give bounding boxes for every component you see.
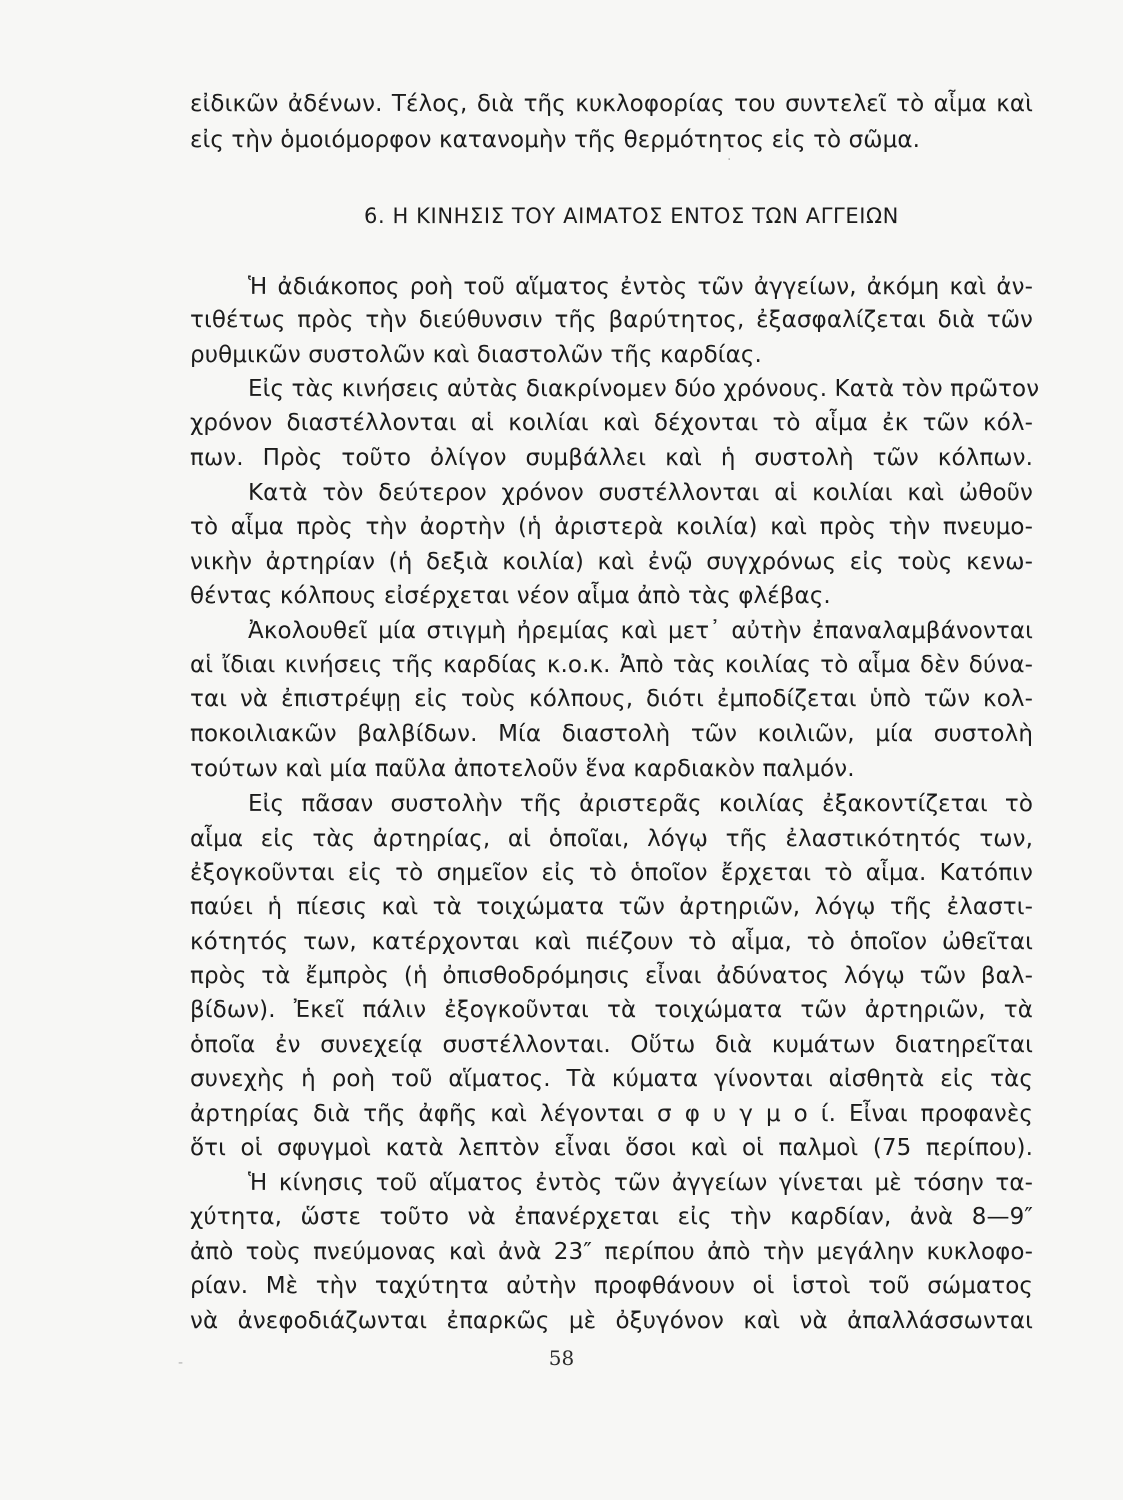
text-line: παύει ἡ πίεσις καὶ τὰ τοιχώματα τῶν ἀρτηριῶν, λόγῳ τῆς ἐλαστι-: [190, 894, 1033, 920]
text-line: βίδων). Ἐκεῖ πάλιν ἐξογκοῦνται τὰ τοιχώματα τῶν ἀρτηριῶν, τὰ: [190, 997, 1033, 1023]
text-line: ποκοιλιακῶν βαλβίδων. Μία διαστολὴ τῶν κοιλιῶν, μία συστολὴ: [190, 721, 1033, 747]
text-line: Ἡ ἀδιάκοπος ροὴ τοῦ αἵματος ἐντὸς τῶν ἀγγείων, ἀκόμη καὶ ἀν-: [248, 274, 1033, 300]
text-line: Εἰς πᾶσαν συστολὴν τῆς ἀριστερᾶς κοιλίας ἐξακοντίζεται τὸ: [248, 791, 1033, 817]
text-line: εἰδικῶν ἀδένων. Τέλος, διὰ τῆς κυκλοφορίας του συντελεῖ τὸ αἷμα καὶ: [190, 91, 1033, 117]
ink-speck: -: [178, 1355, 184, 1371]
text-line: ἐξογκοῦνται εἰς τὸ σημεῖον εἰς τὸ ὁποῖον ἔρχεται τὸ αἷμα. Κατόπιν: [190, 860, 1033, 886]
text-line: ὅτι οἱ σφυγμοὶ κατὰ λεπτὸν εἶναι ὅσοι καὶ οἱ παλμοὶ (75 περίπου).: [190, 1135, 1033, 1161]
text-line: ὁποῖα ἐν συνεχείᾳ συστέλλονται. Οὕτω διὰ κυμάτων διατηρεῖται: [190, 1032, 1033, 1058]
text-line: θέντας κόλπους εἰσέρχεται νέον αἷμα ἀπὸ τὰς φλέβας.: [190, 583, 831, 609]
section-heading: 6. Η ΚΙΝΗΣΙΣ ΤΟΥ ΑΙΜΑΤΟΣ ΕΝΤΟΣ ΤΩΝ ΑΓΓΕΙΩΝ: [364, 204, 899, 228]
text-line: νικὴν ἀρτηρίαν (ἡ δεξιὰ κοιλία) καὶ ἐνῷ συγχρόνως εἰς τοὺς κενω-: [190, 549, 1033, 575]
text-line: νὰ ἀνεφοδιάζωνται ἐπαρκῶς μὲ ὀξυγόνον καὶ νὰ ἀπαλλάσσωνται: [190, 1308, 1033, 1334]
text-line: ἀπὸ τοὺς πνεύμονας καὶ ἀνὰ 23″ περίπου ἀπὸ τὴν μεγάλην κυκλοφο-: [190, 1239, 1033, 1265]
text-line: συνεχὴς ἡ ροὴ τοῦ αἵματος. Τὰ κύματα γίνονται αἰσθητὰ εἰς τὰς: [190, 1066, 1033, 1092]
text-line: Κατὰ τὸν δεύτερον χρόνον συστέλλονται αἱ κοιλίαι καὶ ὠθοῦν: [248, 480, 1033, 506]
text-line: ρυθμικῶν συστολῶν καὶ διαστολῶν τῆς καρδίας.: [190, 342, 762, 368]
text-line: αἱ ἴδιαι κινήσεις τῆς καρδίας κ.ο.κ. Ἀπὸ τὰς κοιλίας τὸ αἷμα δὲν δύνα-: [190, 652, 1033, 678]
text-line: πρὸς τὰ ἔμπρὸς (ἡ ὀπισθοδρόμησις εἶναι ἀδύνατος λόγῳ τῶν βαλ-: [190, 963, 1033, 989]
text-line: ρίαν. Μὲ τὴν ταχύτητα αὐτὴν προφθάνουν οἱ ἱστοὶ τοῦ σώματος: [190, 1273, 1033, 1299]
text-line: χρόνον διαστέλλονται αἱ κοιλίαι καὶ δέχονται τὸ αἷμα ἐκ τῶν κόλ-: [190, 410, 1033, 436]
ink-speck: ·: [727, 152, 732, 168]
text-line: Ἀκολουθεῖ μία στιγμὴ ἠρεμίας καὶ μετ᾽ αὐτὴν ἐπαναλαμβάνονται: [248, 618, 1033, 644]
text-line: εἰς τὴν ὁμοιόμορφον κατανομὴν τῆς θερμότητος εἰς τὸ σῶμα.: [190, 127, 921, 153]
text-line: Ἡ κίνησις τοῦ αἵματος ἐντὸς τῶν ἀγγείων γίνεται μὲ τόσην τα-: [248, 1170, 1033, 1196]
text-line: αἷμα εἰς τὰς ἀρτηρίας, αἱ ὁποῖαι, λόγῳ τῆς ἐλαστικότητός των,: [190, 826, 1033, 852]
text-line: πων. Πρὸς τοῦτο ὀλίγον συμβάλλει καὶ ἡ συστολὴ τῶν κόλπων.: [190, 445, 1033, 471]
text-line: Εἰς τὰς κινήσεις αὐτὰς διακρίνομεν δύο χρόνους. Κατὰ τὸν πρῶτον: [248, 376, 1040, 402]
text-line: τούτων καὶ μία παῦλα ἀποτελοῦν ἕνα καρδιακὸν παλμόν.: [190, 756, 855, 782]
text-line: τιθέτως πρὸς τὴν διεύθυνσιν τῆς βαρύτητος, ἐξασφαλίζεται διὰ τῶν: [190, 307, 1033, 333]
text-line: κότητός των, κατέρχονται καὶ πιέζουν τὸ αἷμα, τὸ ὁποῖον ὠθεῖται: [190, 929, 1033, 955]
text-line: χύτητα, ὥστε τοῦτο νὰ ἐπανέρχεται εἰς τὴν καρδίαν, ἀνὰ 8—9″: [190, 1204, 1033, 1230]
page-number: 58: [548, 1346, 575, 1370]
text-line: ἀρτηρίας διὰ τῆς ἀφῆς καὶ λέγονται σ φ υ γ μ ο ί. Εἶναι προφανὲς: [190, 1101, 1033, 1127]
text-line: ται νὰ ἐπιστρέψῃ εἰς τοὺς κόλπους, διότι ἐμποδίζεται ὑπὸ τῶν κολ-: [190, 686, 1033, 712]
text-line: τὸ αἷμα πρὸς τὴν ἀορτὴν (ἡ ἀριστερὰ κοιλία) καὶ πρὸς τὴν πνευμο-: [190, 514, 1033, 540]
